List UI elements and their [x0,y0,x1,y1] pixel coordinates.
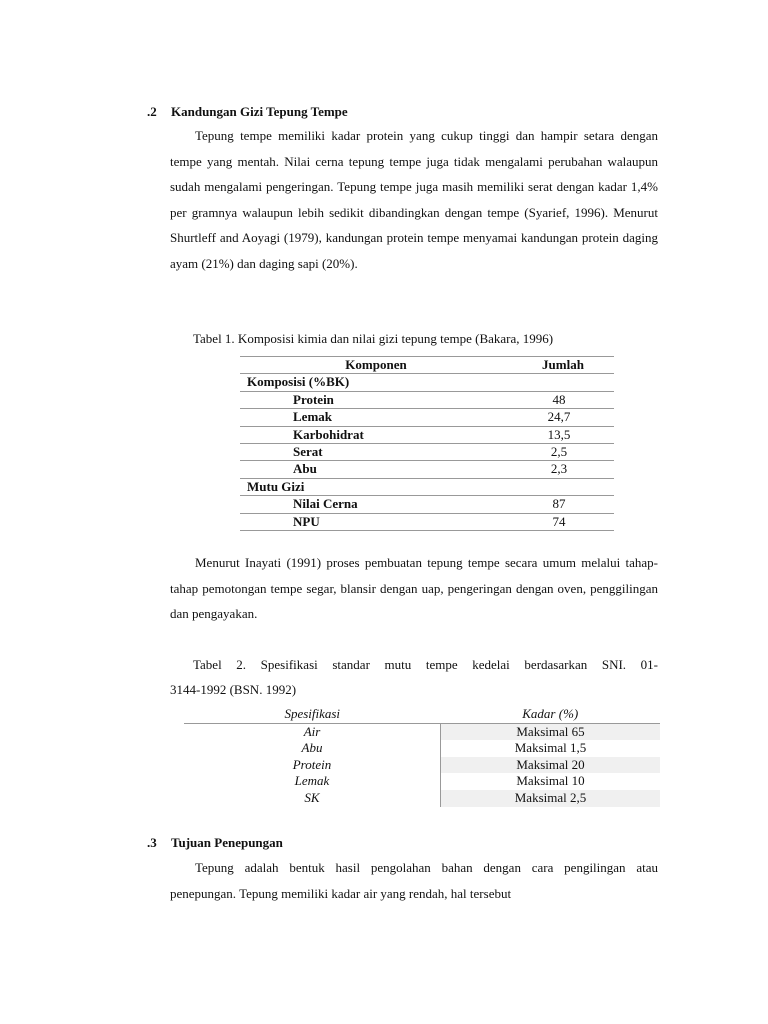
table-1-cell-name: Abu [240,461,512,478]
table-1-cell-value: 13,5 [512,426,614,443]
section-2-paragraph: Tepung tempe memiliki kadar protein yang cukup tinggi dan hampir setara dengan tempe yang mentah. Nilai cerna tepung tempe juga tidak mengalami perubahan walaupun sudah mengalami pengeringan. Tepung tempe juga masih memiliki serat dengan kadar 1,4% per gramnya walaupun lebih sedikit dibandingkan dengan tempe (Syarief, 1996). Menurut Shurtleff and Aoyagi (1979), kandungan protein tempe menyamai kandungan protein daging ayam (21%) dan daging sapi (20%). [170,128,658,271]
table-1-cell-name: NPU [240,513,512,530]
table-1-group-label: Mutu Gizi [240,478,512,495]
table-row [184,773,660,790]
table-1-cell-value: 87 [512,496,614,513]
process-paragraph: Menurut Inayati (1991) proses pembuatan tepung tempe secara umum melalui tahap-tahap pemotongan tempe segar, blansir dengan uap, pengeringan dengan oven, penggilingan dan pengayakan. [170,555,658,622]
table-2-cell-spec: Abu [184,740,441,757]
table-1-header-jumlah: Jumlah [512,357,614,374]
table-1-cell-name: Karbohidrat [240,426,512,443]
table-2-cell-kadar: Maksimal 10 [516,773,585,789]
section-2-title: Kandungan Gizi Tepung Tempe [171,104,348,119]
table-row [240,426,614,443]
table-2-cell-kadar: Maksimal 65 [441,723,661,740]
table-row [184,723,660,740]
section-2-number: .2 [147,104,157,119]
table-2 [184,706,660,807]
section-2-heading [147,104,547,122]
table-1 [240,356,614,531]
table-1-caption: Tabel 1. Komposisi kimia dan nilai gizi tepung tempe (Bakara, 1996) [193,331,554,346]
table-row [240,409,614,426]
table-1-header-komponen: Komponen [240,357,512,374]
table-1-cell-name: Serat [240,444,512,461]
table-row [184,790,660,807]
section-3-heading [147,835,547,853]
table-2-caption-line-1: Tabel 2. Spesifikasi standar mutu tempe kedelai berdasarkan SNI. 01- [193,657,658,672]
table-2-cell-kadar: Maksimal 1,5 [514,740,587,756]
table-2-header-kadar: Kadar (%) [441,706,661,723]
table-2-cell-spec: SK [184,790,441,807]
table-2-cell-kadar: Maksimal 2,5 [441,790,661,807]
section-3-paragraph: Tepung adalah bentuk hasil pengolahan bahan dengan cara pengilingan atau penepungan. Tepung memiliki kadar air yang rendah, hal tersebut [170,860,658,901]
table-1-cell-name: Lemak [240,409,512,426]
table-1-group-row [240,478,614,495]
table-2-header-spesifikasi: Spesifikasi [184,706,441,723]
section-3-title: Tujuan Penepungan [171,835,283,850]
table-1-cell-value: 2,3 [512,461,614,478]
table-row [240,496,614,513]
table-row [184,740,660,757]
table-row [240,513,614,530]
table-1-group-row [240,374,614,391]
table-1-cell-value: 24,7 [512,409,614,426]
table-2-cell-kadar: Maksimal 20 [441,757,661,774]
table-1-cell-value: 48 [512,391,614,408]
table-row [184,757,660,774]
table-1-cell-value: 74 [512,513,614,530]
table-1-group-label: Komposisi (%BK) [240,374,512,391]
table-1-cell-name: Nilai Cerna [240,496,512,513]
table-2-caption-line-2: 3144-1992 (BSN. 1992) [170,682,297,697]
table-2-cell-spec: Air [184,723,441,740]
table-row [240,391,614,408]
section-3-number: .3 [147,835,157,850]
table-row [240,461,614,478]
table-1-cell-value: 2,5 [512,444,614,461]
table-2-cell-spec: Lemak [184,773,441,790]
table-2-cell-spec: Protein [184,757,441,774]
table-1-cell-name: Protein [240,391,512,408]
table-row [240,444,614,461]
